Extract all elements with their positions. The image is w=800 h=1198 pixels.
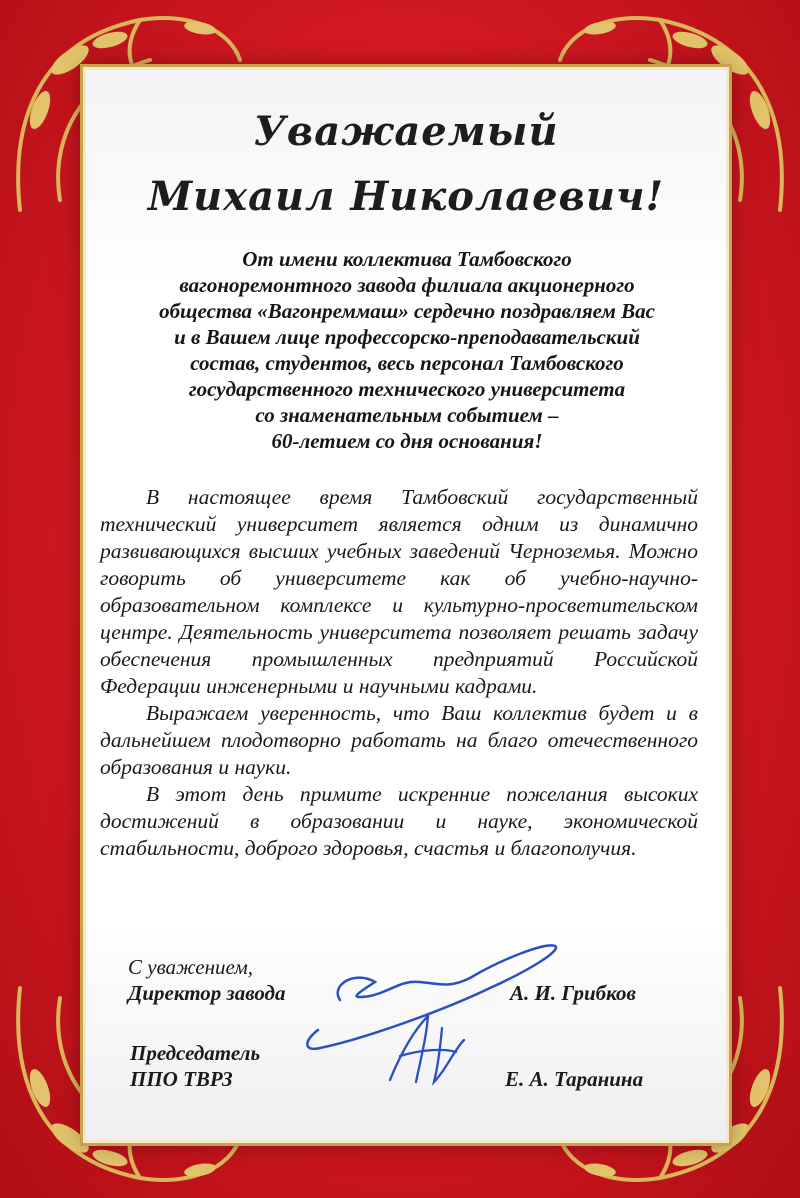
regards-text: С уважением,	[128, 955, 253, 979]
body-paragraph-1: В настоящее время Тамбовский государственный технический университет является одним из динамично развивающихся высших учебных заведений Черноземья. Можно говорить об университете как об учебно-научно-образовательном комплексе и культурно-просветительском центре. Деятельность университета позволяет решать задачу обеспечения промышленных предприятий Российской Федерации инженерными и научными кадрами.	[100, 485, 698, 698]
chair-name: Е. А. Таранина	[505, 1067, 644, 1091]
intro-line: вагоноремонтного завода филиала акционерного	[179, 273, 635, 297]
body-paragraph-3: В этот день примите искренние пожелания высоких достижений в образовании и науке, экономической стабильности, доброго здоровья, счастья и благополучия.	[100, 782, 698, 860]
chair-title-line-2: ППО ТВРЗ	[130, 1067, 233, 1091]
salutation-line-1: Уважаемый	[253, 108, 559, 155]
intro-line: со знаменательным событием –	[255, 403, 559, 427]
chair-title-line-1: Председатель	[130, 1041, 261, 1065]
intro-line: и в Вашем лице профессорско-преподавательский	[174, 325, 640, 349]
letter-body	[100, 484, 698, 862]
intro-paragraph	[110, 246, 704, 454]
director-title: Директор завода	[128, 981, 286, 1005]
intro-line: От имени коллектива Тамбовского	[242, 247, 572, 271]
intro-line: общества «Вагонреммаш» сердечно поздравляем Вас	[159, 299, 655, 323]
intro-line: 60-летием со дня основания!	[271, 429, 543, 453]
intro-line: государственного технического университета	[188, 377, 626, 401]
salutation-line-2: Михаил Николаевич!	[147, 173, 665, 220]
body-paragraph-2: Выражаем уверенность, что Ваш коллектив будет и в дальнейшем плодотворно работать на благо отечественного образования и науки.	[100, 701, 698, 779]
director-name: А. И. Грибков	[510, 981, 636, 1005]
chair-signature-icon	[372, 1010, 482, 1090]
intro-line: состав, студентов, весь персонал Тамбовского	[190, 351, 624, 375]
